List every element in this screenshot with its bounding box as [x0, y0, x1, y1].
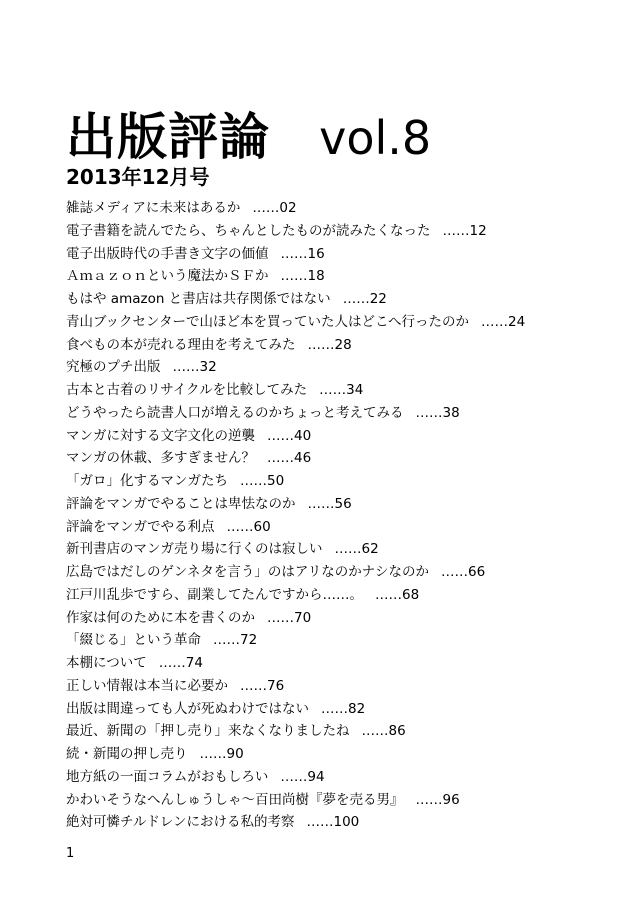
toc-entry: [66, 675, 525, 698]
toc-entry-page: ……50: [240, 473, 285, 489]
toc-entry: [66, 516, 525, 539]
toc-entry-title: Ａｍａｚｏｎという魔法かＳＦか: [66, 268, 269, 285]
toc-entry-page: ……76: [240, 677, 285, 694]
publication-title: 出版評論: [66, 108, 270, 166]
toc-entry: [66, 698, 525, 721]
toc-entry: [66, 789, 525, 812]
toc-entry-title: 地方紙の一面コラムがおもしろい: [66, 768, 269, 785]
toc-entry: [66, 584, 525, 607]
toc-entry-title: 広島ではだしのゲンネタを言う」のはアリなのかナシなのか: [66, 564, 430, 580]
toc-entry: [66, 288, 525, 311]
toc-entry: [66, 197, 525, 220]
toc-entry-page: ……22: [342, 291, 387, 307]
toc-entry: [66, 720, 525, 743]
issue-date: 2013年12月号: [66, 165, 210, 189]
toc-entry: [66, 629, 525, 652]
toc-entry: [66, 220, 525, 243]
toc-entry-title: 電子書籍を読んでたら、ちゃんとしたものが読みたくなった: [66, 222, 431, 239]
toc-entry-page: ……18: [280, 268, 325, 285]
toc-entry: [66, 538, 525, 561]
toc-entry-title: 新刊書店のマンガ売り場に行くのは寂しい: [66, 541, 323, 558]
toc-entry-title: 「ガロ」化するマンガたち: [66, 473, 228, 489]
toc-entry-title: もはや amazon と書店は共存関係ではない: [66, 291, 331, 307]
toc-entry: [66, 766, 525, 789]
toc-entry-title: 食べもの本が売れる理由を考えてみた: [66, 336, 296, 353]
toc-entry-page: ……66: [441, 564, 486, 580]
toc-entry-page: ……72: [213, 632, 258, 649]
toc-entry-page: ……60: [226, 518, 271, 535]
toc-entry: [66, 652, 525, 675]
toc-entry-title: 続・新聞の押し売り: [66, 746, 188, 762]
toc-entry-page: ……46: [267, 450, 312, 467]
toc-entry-title: 出版は間違っても人が死ぬわけではない: [66, 700, 309, 717]
toc-entry-title: 本棚について: [66, 655, 147, 671]
toc-entry-title: 正しい情報は本当に必要か: [66, 677, 228, 694]
toc-entry-title: 電子出版時代の手書き文字の価値: [66, 245, 269, 262]
toc-entry: [66, 743, 525, 766]
toc-entry-page: ……28: [307, 336, 352, 353]
page-number: 1: [66, 846, 75, 861]
toc-entry-title: 江戸川乱歩ですら、副業してたんですから……。: [66, 586, 363, 603]
toc-entry: [66, 311, 525, 334]
toc-entry-title: 「綴じる」という革命: [66, 632, 201, 649]
toc-entry-page: ……24: [480, 313, 526, 330]
toc-entry: [66, 402, 525, 425]
toc-entry-page: ……100: [306, 814, 360, 831]
toc-entry: [66, 447, 525, 470]
toc-entry-title: 古本と古着のリサイクルを比較してみた: [66, 382, 308, 398]
toc-entry: [66, 265, 525, 288]
toc-entry-title: マンガに対する文字文化の逆襲: [66, 427, 255, 444]
toc-entry-page: ……82: [321, 700, 366, 717]
toc-entry: [66, 379, 525, 402]
toc-entry-title: 評論をマンガでやる利点: [66, 518, 215, 535]
toc-entry: [66, 470, 525, 493]
title-row: [66, 102, 431, 172]
toc-entry-page: ……38: [415, 404, 460, 421]
toc-entry-page: ……96: [415, 791, 460, 808]
toc-entry-page: ……12: [442, 222, 487, 239]
toc-entry-page: ……68: [375, 586, 420, 603]
toc-entry-page: ……16: [280, 245, 325, 262]
toc-entry: [66, 493, 525, 516]
toc-entry-title: 評論をマンガでやることは卑怯なのか: [66, 495, 296, 512]
toc-entry-title: マンガの休載、多すぎません？: [66, 450, 255, 467]
toc-entry-title: 絶対可憐チルドレンにおける私的考察: [66, 814, 295, 831]
toc-entry-page: ……34: [319, 382, 364, 398]
toc-entry-title: 作家は何のために本を書くのか: [66, 609, 255, 626]
toc-entry-title: どうやったら読書人口が増えるのかちょっと考えてみる: [66, 404, 404, 421]
toc-entry-title: 青山ブックセンターで山ほど本を買っていた人はどこへ行ったのか: [66, 313, 469, 330]
toc-entry: [66, 356, 525, 379]
toc-entry: [66, 243, 525, 266]
toc-entry-title: かわいそうなへんしゅうしゃ～百田尚樹『夢を売る男』: [66, 791, 404, 808]
toc-entry: [66, 334, 525, 357]
toc-entry-title: 最近、新聞の「押し売り」来なくなりましたね: [66, 723, 350, 740]
toc-entry-page: ……56: [307, 495, 352, 512]
toc-entry: [66, 811, 525, 834]
toc-entry-page: ……86: [361, 723, 406, 740]
toc-entry-page: ……94: [280, 768, 325, 785]
toc-entry-page: ……74: [158, 655, 203, 671]
toc-entry-title: 雑誌メディアに未来はあるか: [66, 200, 241, 216]
toc-entry-page: ……32: [172, 359, 217, 376]
toc-entry-page: ……90: [199, 746, 244, 762]
table-of-contents: [66, 197, 525, 834]
toc-entry-page: ……70: [267, 609, 312, 626]
toc-entry-page: ……40: [267, 427, 312, 444]
toc-entry: [66, 425, 525, 448]
toc-entry: [66, 607, 525, 630]
toc-entry: [66, 561, 525, 584]
toc-entry-page: ……02: [252, 200, 297, 216]
toc-entry-title: 究極のプチ出版: [66, 359, 161, 376]
volume-label: vol.8: [319, 111, 432, 165]
toc-entry-page: ……62: [334, 541, 379, 558]
